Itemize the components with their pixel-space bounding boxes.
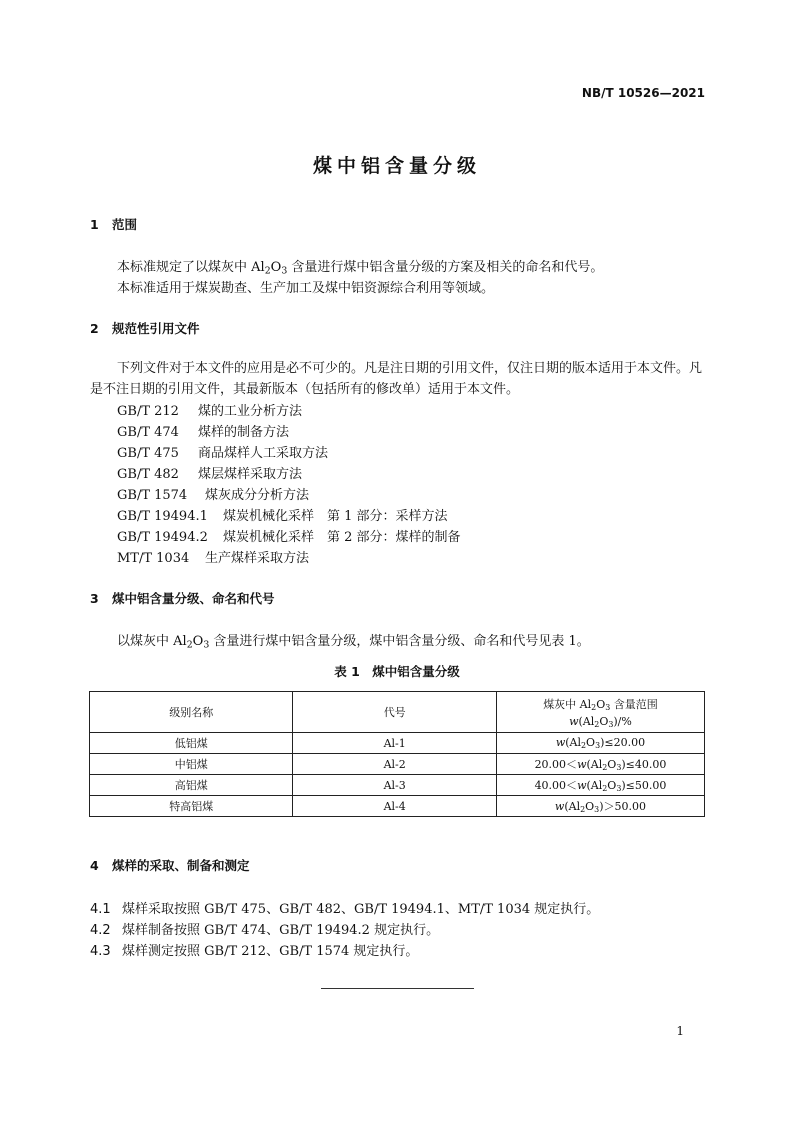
text-run: O xyxy=(607,758,617,771)
grade-code-cell: Al-3 xyxy=(293,775,496,796)
reference-code: GB/T 482 xyxy=(117,467,179,482)
text-run: (Al xyxy=(564,800,581,813)
subscript: 3 xyxy=(281,265,288,277)
reference-item xyxy=(117,442,328,461)
section-2-heading xyxy=(90,319,200,337)
subscript: 3 xyxy=(203,639,210,651)
reference-item xyxy=(117,463,302,482)
text-run: O xyxy=(192,634,204,649)
clause-item xyxy=(90,898,599,917)
text-run: w xyxy=(577,758,587,771)
text-run: 20.00＜ xyxy=(534,758,578,771)
section-title: 煤样的采取、制备和测定 xyxy=(112,858,250,873)
section-3-heading xyxy=(90,589,275,607)
reference-code: GB/T 1574 xyxy=(117,488,188,503)
text-run: 含量范围 xyxy=(610,697,658,711)
clause-text: 煤样测定按照 GB/T 212、GB/T 1574 规定执行。 xyxy=(122,944,419,959)
text-run: ＞50.00 xyxy=(603,800,646,813)
reference-title: 生产煤样采取方法 xyxy=(205,551,310,566)
reference-code: GB/T 475 xyxy=(117,446,179,461)
text-run: O xyxy=(596,697,606,711)
standard-number: NB/T 10526—2021 xyxy=(581,86,705,100)
grade-name-cell: 低铝煤 xyxy=(90,733,293,754)
reference-title: 煤炭机械化采样 第 2 部分：煤样的制备 xyxy=(223,530,461,545)
header-grade-name: 级别名称 xyxy=(90,692,293,733)
subscript: 3 xyxy=(594,804,600,814)
section-title: 规范性引用文件 xyxy=(112,321,200,336)
subscript: 2 xyxy=(602,783,608,793)
reference-title: 煤样的制备方法 xyxy=(198,425,290,440)
section-4-heading xyxy=(90,856,250,874)
reference-code: MT/T 1034 xyxy=(117,551,190,566)
clause-item xyxy=(90,940,418,959)
grade-code-cell: Al-1 xyxy=(293,733,496,754)
text-run: (Al xyxy=(586,758,603,771)
end-of-document-rule xyxy=(321,988,474,989)
subscript: 2 xyxy=(591,702,597,712)
grade-name-cell: 中铝煤 xyxy=(90,754,293,775)
section-number: 3 xyxy=(90,591,99,606)
scope-paragraph-1 xyxy=(117,256,603,276)
text-run: (Al xyxy=(586,779,603,792)
document-title: 煤中铝含量分级 xyxy=(312,155,481,177)
table-row xyxy=(90,796,705,817)
references-intro-paragraph: 下列文件对于本文件的应用是必不可少的。凡是注日期的引用文件，仅注日期的版本适用于本文件。凡是不注日期的引用文件，其最新版本（包括所有的修改单）适用于本文件。 xyxy=(90,361,703,397)
text-run: O xyxy=(585,800,595,813)
table-header-row xyxy=(90,692,705,733)
subscript: 2 xyxy=(581,740,587,750)
text-run: O xyxy=(607,779,617,792)
text-run: 以煤灰中 Al xyxy=(117,634,187,649)
reference-item xyxy=(117,484,309,503)
text-run: ≤40.00 xyxy=(625,758,667,771)
header-range-line-1 xyxy=(497,696,704,712)
section-number: 4 xyxy=(90,858,99,873)
text-run: ) xyxy=(599,800,604,813)
text-run: )/% xyxy=(613,714,632,728)
subscript: 3 xyxy=(595,740,601,750)
classification-paragraph xyxy=(117,630,590,650)
reference-item xyxy=(117,421,289,440)
subscript: 3 xyxy=(605,702,611,712)
reference-title: 煤的工业分析方法 xyxy=(198,404,303,419)
clause-text: 煤样制备按照 GB/T 474、GB/T 19494.2 规定执行。 xyxy=(122,923,440,938)
section-number: 1 xyxy=(90,217,99,232)
reference-code: GB/T 474 xyxy=(117,425,179,440)
text-run: O xyxy=(586,736,596,750)
text-run: (Al xyxy=(565,736,581,750)
subscript: 2 xyxy=(602,762,608,772)
text-run: O xyxy=(270,260,282,275)
section-title: 煤中铝含量分级、命名和代号 xyxy=(112,591,275,606)
reference-code: GB/T 19494.1 xyxy=(117,509,208,524)
table-row xyxy=(90,754,705,775)
text-run: 含量进行煤中铝含量分级，煤中铝含量分级、命名和代号见表 1。 xyxy=(209,634,590,649)
grade-range-cell xyxy=(496,775,704,796)
subscript: 2 xyxy=(594,719,600,729)
grade-name-cell: 高铝煤 xyxy=(90,775,293,796)
subscript: 2 xyxy=(186,639,193,651)
page-number: 1 xyxy=(676,1024,684,1038)
header-code: 代号 xyxy=(293,692,496,733)
clause-item xyxy=(90,919,439,938)
text-run: w xyxy=(555,736,566,750)
text-run: ) xyxy=(621,779,626,792)
table-row xyxy=(90,733,705,754)
reference-item xyxy=(117,505,448,524)
grade-range-cell xyxy=(496,754,704,775)
text-run: 本标准规定了以煤灰中 Al xyxy=(117,260,265,275)
section-title: 范围 xyxy=(112,217,138,232)
aluminium-grade-table xyxy=(89,691,705,817)
text-run: ≤50.00 xyxy=(625,779,667,792)
text-run: w xyxy=(554,800,565,813)
clause-number: 4.1 xyxy=(90,902,111,917)
subscript: 2 xyxy=(580,804,586,814)
text-run: O xyxy=(599,714,609,728)
reference-title: 煤炭机械化采样 第 1 部分：采样方法 xyxy=(223,509,448,524)
header-range xyxy=(496,692,704,733)
reference-item xyxy=(117,526,461,545)
text-run: 煤灰中 Al xyxy=(543,697,592,711)
subscript: 3 xyxy=(616,762,622,772)
reference-title: 商品煤样人工采取方法 xyxy=(198,446,329,461)
reference-title: 煤层煤样采取方法 xyxy=(198,467,303,482)
text-run: w xyxy=(569,714,579,728)
subscript: 2 xyxy=(264,265,271,277)
reference-title: 煤灰成分分析方法 xyxy=(205,488,310,503)
text-run: w xyxy=(577,779,587,792)
section-1-heading xyxy=(90,215,137,233)
subscript: 3 xyxy=(616,783,622,793)
reference-code: GB/T 19494.2 xyxy=(117,530,208,545)
scope-paragraph-2: 本标准适用于煤炭勘查、生产加工及煤中铝资源综合利用等领域。 xyxy=(117,281,495,296)
table-caption: 表 1 煤中铝含量分级 xyxy=(334,664,460,679)
subscript: 3 xyxy=(608,719,614,729)
clause-number: 4.2 xyxy=(90,923,111,938)
clause-text: 煤样采取按照 GB/T 475、GB/T 482、GB/T 19494.1、MT/T 1034 规定执行。 xyxy=(122,902,600,917)
grade-range-cell xyxy=(496,733,704,754)
section-number: 2 xyxy=(90,321,99,336)
reference-item xyxy=(117,547,309,566)
text-run: ) xyxy=(621,758,626,771)
grade-name-cell: 特高铝煤 xyxy=(90,796,293,817)
grade-code-cell: Al-4 xyxy=(293,796,496,817)
header-range-line-2 xyxy=(497,715,704,729)
text-run: (Al xyxy=(578,714,595,728)
text-run: ≤20.00 xyxy=(604,736,646,750)
text-run: 含量进行煤中铝含量分级的方案及相关的命名和代号。 xyxy=(287,260,604,275)
clause-number: 4.3 xyxy=(90,944,111,959)
grade-range-cell xyxy=(496,796,704,817)
table-row xyxy=(90,775,705,796)
text-run: 40.00＜ xyxy=(534,779,578,792)
reference-item xyxy=(117,400,302,419)
grade-code-cell: Al-2 xyxy=(293,754,496,775)
text-run: ) xyxy=(600,736,605,750)
reference-code: GB/T 212 xyxy=(117,404,179,419)
